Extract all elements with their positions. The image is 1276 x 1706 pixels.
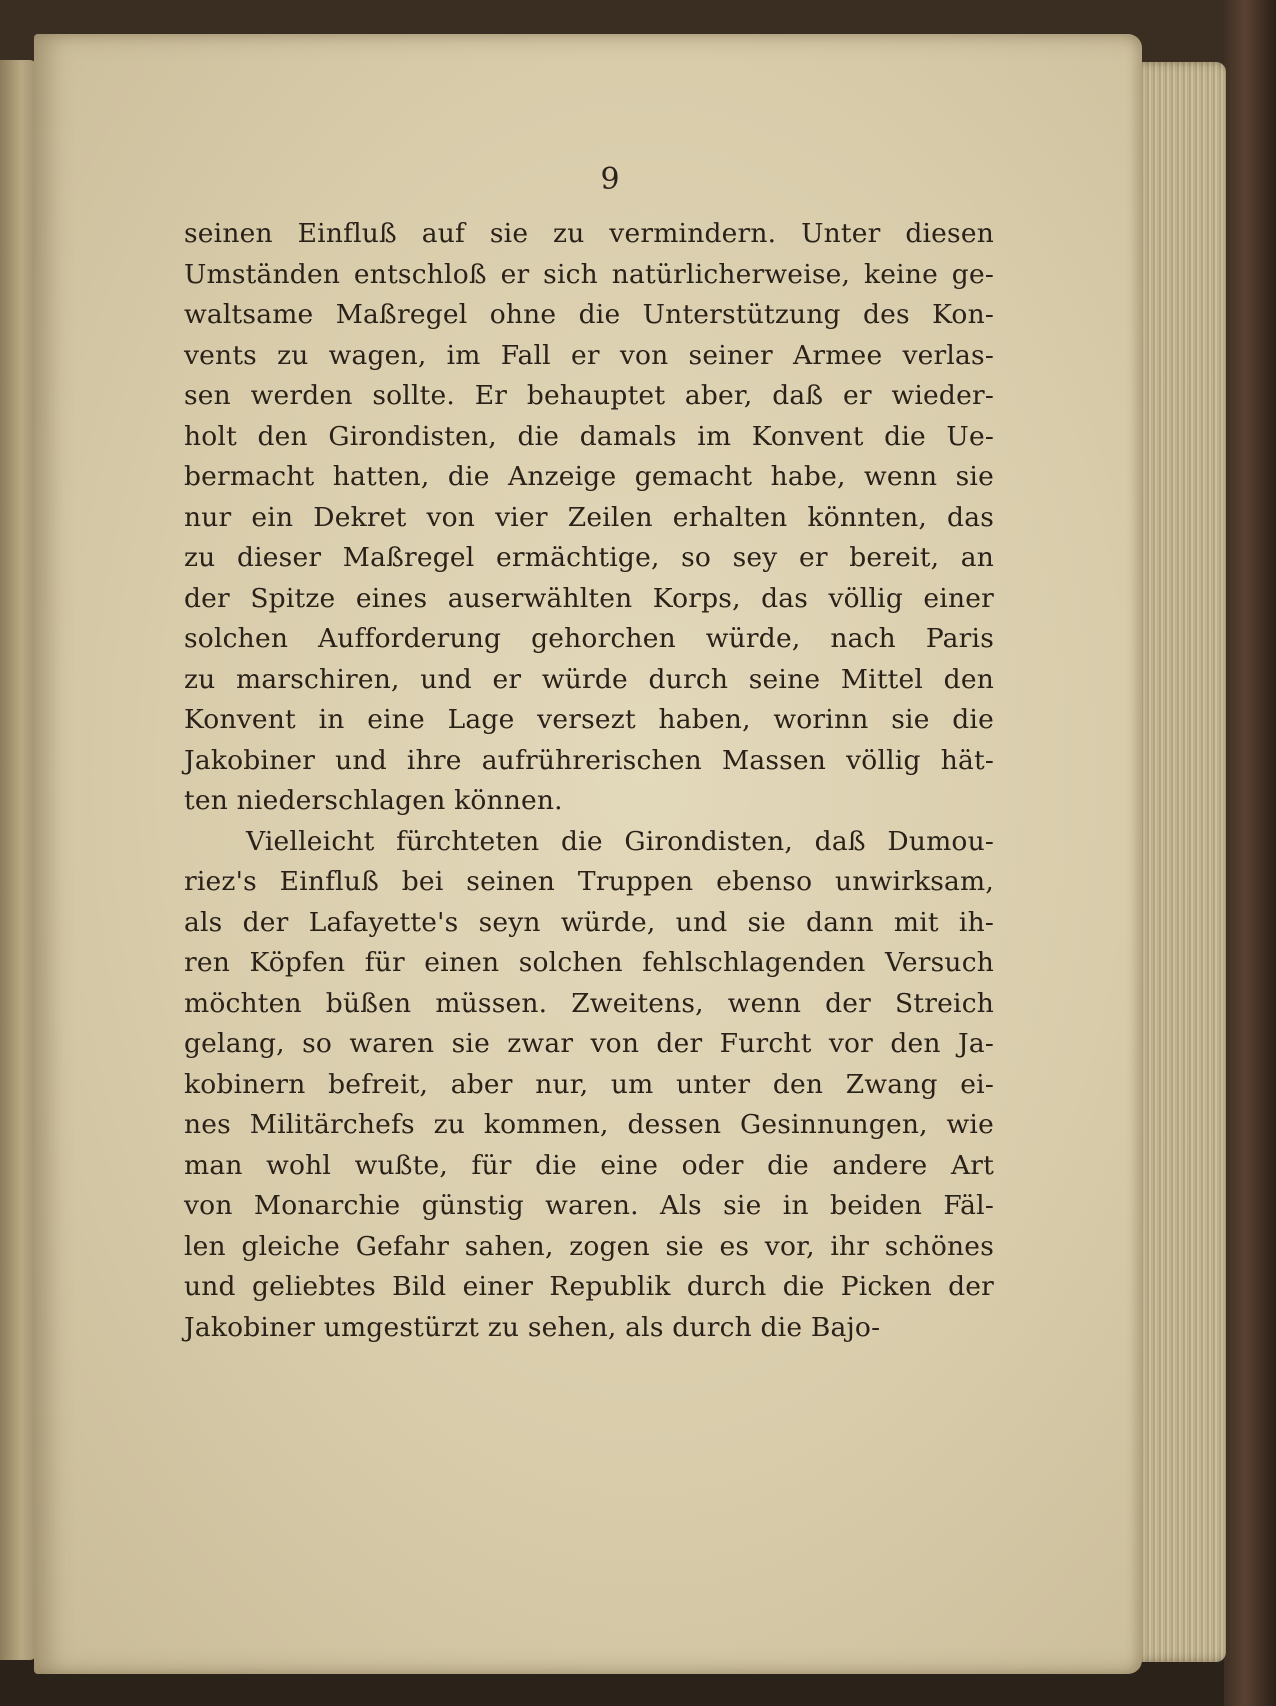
text-line: möchten büßen müssen. Zweitens, wenn der Streich	[184, 987, 994, 1019]
text-line: bermacht hatten, die Anzeige gemacht habe, wenn sie	[184, 461, 994, 492]
text-line: waltsame Maßregel ohne die Unterstützung des Kon-	[184, 299, 994, 330]
page-number: 9	[600, 162, 620, 197]
text-line: riez's Einfluß bei seinen Truppen ebenso unwirksam,	[184, 866, 994, 897]
text-line: ren Köpfen für einen solchen fehlschlagenden Versuch	[184, 947, 994, 978]
paragraph	[184, 822, 994, 1349]
text-line: vents zu wagen, im Fall er von seiner Armee verlas-	[184, 339, 994, 371]
book-page	[34, 34, 1142, 1674]
paragraph	[184, 214, 994, 822]
text-line: Umständen entschloß er sich natürlicherweise, keine ge-	[184, 258, 994, 290]
text-line: nes Militärchefs zu kommen, dessen Gesinnungen, wie	[184, 1109, 994, 1140]
text-line: seinen Einfluß auf sie zu vermindern. Unter diesen	[184, 218, 994, 249]
text-line: zu marschiren, und er würde durch seine Mittel den	[184, 663, 994, 695]
text-line: kobinern befreit, aber nur, um unter den Zwang ei-	[184, 1068, 994, 1100]
text-line: Vielleicht fürchteten die Girondisten, daß Dumou-	[246, 825, 994, 857]
text-line: sen werden sollte. Er behauptet aber, daß er wieder-	[184, 380, 994, 411]
page-leaves-edge	[1134, 62, 1226, 1662]
text-line: len gleiche Gefahr sahen, zogen sie es vor, ihr schönes	[184, 1230, 994, 1262]
facing-page-edge	[0, 60, 36, 1660]
text-line: Jakobiner und ihre aufrührerischen Massen völlig hät-	[184, 744, 994, 776]
text-line: Konvent in eine Lage versezt haben, worinn sie die	[184, 704, 994, 735]
text-line: zu dieser Maßregel ermächtige, so sey er bereit, an	[184, 542, 994, 573]
body-text	[184, 214, 994, 1348]
text-line: ten niederschlagen können.	[184, 785, 563, 816]
text-line: der Spitze eines auserwählten Korps, das völlig einer	[184, 582, 994, 614]
text-line: nur ein Dekret von vier Zeilen erhalten könnten, das	[184, 501, 994, 533]
text-line: solchen Aufforderung gehorchen würde, nach Paris	[184, 623, 994, 654]
text-line: holt den Girondisten, die damals im Konvent die Ue-	[184, 420, 994, 452]
text-line: von Monarchie günstig waren. Als sie in beiden Fäl-	[184, 1190, 994, 1221]
text-line: gelang, so waren sie zwar von der Furcht vor den Ja-	[184, 1028, 994, 1059]
text-line: als der Lafayette's seyn würde, und sie dann mit ih-	[184, 906, 994, 938]
text-line: man wohl wußte, für die eine oder die andere Art	[184, 1149, 994, 1181]
text-line: und geliebtes Bild einer Republik durch die Picken der	[184, 1271, 994, 1302]
book-cover-edge	[1224, 0, 1276, 1706]
text-line: Jakobiner umgestürzt zu sehen, als durch die Bajo-	[184, 1311, 881, 1343]
